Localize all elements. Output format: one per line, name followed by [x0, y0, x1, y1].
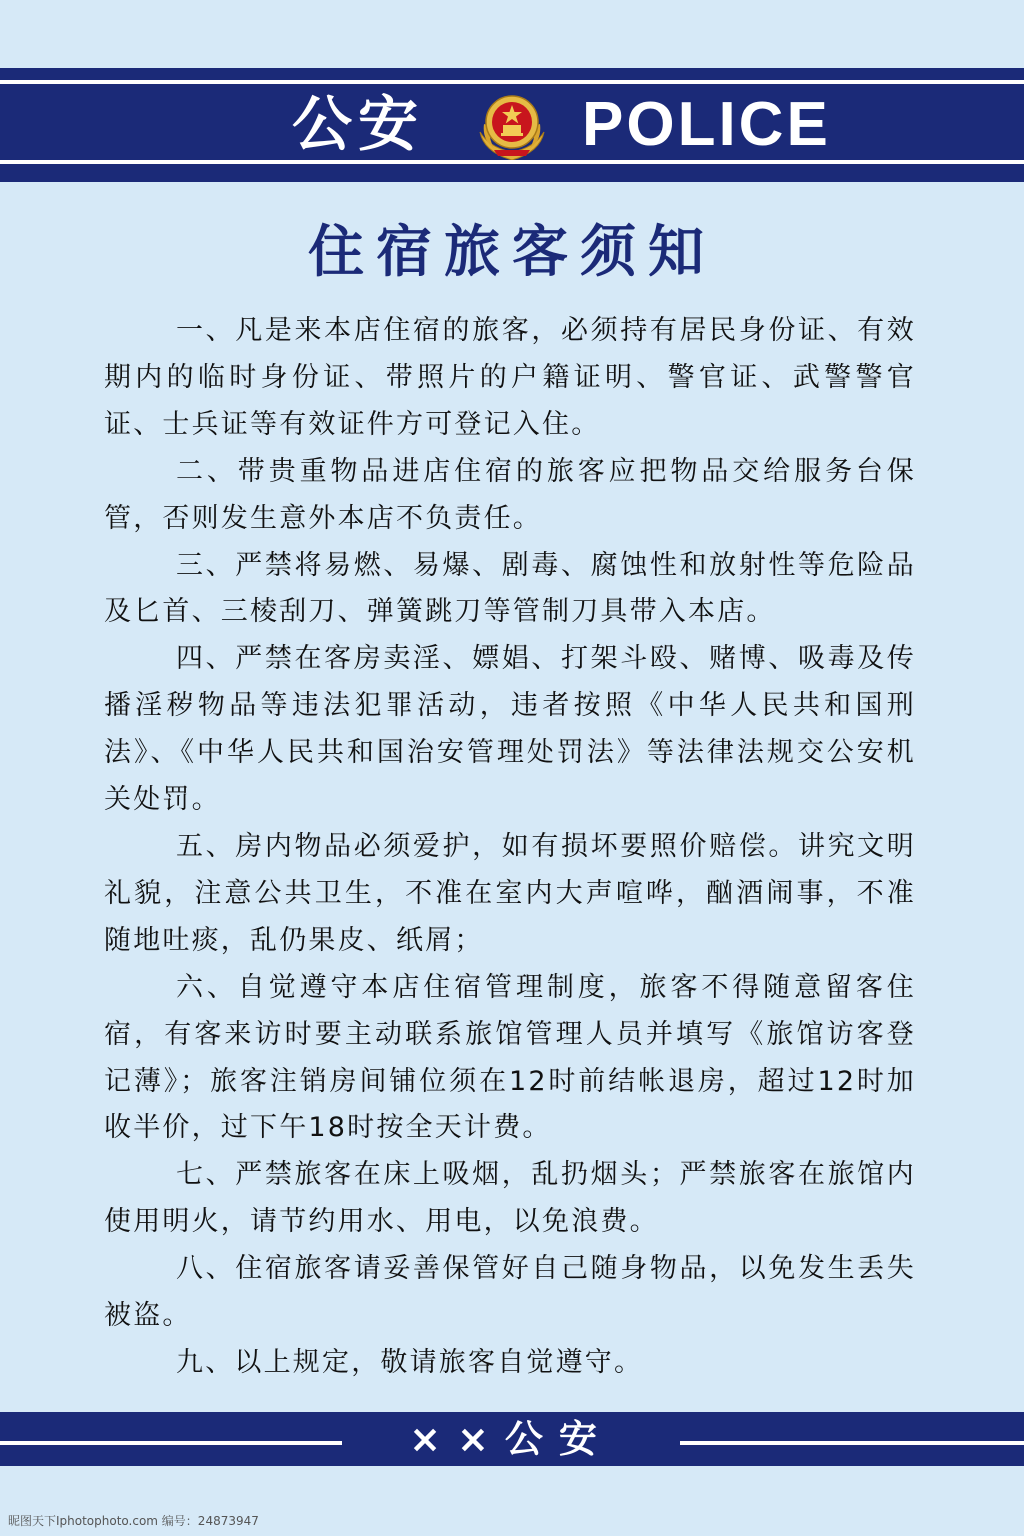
footer-right-stripe [680, 1441, 1024, 1445]
page-title: 住宿旅客须知 [308, 220, 716, 285]
rules-list [104, 308, 916, 1387]
footer-left-stripe [0, 1441, 342, 1445]
rule-item-1: 一、凡是来本店住宿的旅客，必须持有居民身份证、有效期内的临时身份证、带照片的户籍证明、警官证、武警警官证、士兵证等有效证件方可登记入住。 [104, 315, 916, 440]
header-banner [0, 68, 1024, 182]
watermark: 昵图天下Iphotophoto.com 编号：24873947 [8, 1514, 259, 1528]
rule-item-9: 九、以上规定，敬请旅客自觉遵守。 [176, 1346, 644, 1378]
header-title-en: POLICE [582, 90, 831, 159]
rule-item-6: 六、自觉遵守本店住宿管理制度，旅客不得随意留客住宿，有客来访时要主动联系旅馆管理人员并填写《旅馆访客登记薄》；旅客注销房间铺位须在12时前结帐退房，超过12时加收半价，过下午18时按全天计费。 [104, 971, 916, 1144]
rule-item-7: 七、严禁旅客在床上吸烟，乱扔烟头；严禁旅客在旅馆内使用明火，请节约用水、用电，以免浪费。 [104, 1159, 916, 1238]
footer-authority: ××公安 [409, 1417, 613, 1461]
header-bottom-stripe [0, 160, 1024, 164]
rule-item-2: 二、带贵重物品进店住宿的旅客应把物品交给服务台保管，否则发生意外本店不负责任。 [104, 455, 916, 534]
rule-item-3: 三、严禁将易燃、易爆、剧毒、腐蚀性和放射性等危险品及匕首、三棱刮刀、弹簧跳刀等管制刀具带入本店。 [104, 549, 916, 628]
rule-item-8: 八、住宿旅客请妥善保管好自己随身物品，以免发生丢失被盗。 [104, 1253, 916, 1332]
rule-item-4: 四、严禁在客房卖淫、嫖娼、打架斗殴、赌博、吸毒及传播淫秽物品等违法犯罪活动，违者按照《中华人民共和国刑法》、《中华人民共和国治安管理处罚法》等法律法规交公安机关处罚。 [104, 643, 916, 816]
header-top-stripe [0, 80, 1024, 84]
header-title-cn: 公安 [292, 90, 424, 160]
rule-item-5: 五、房内物品必须爱护，如有损坏要照价赔偿。讲究文明礼貌，注意公共卫生，不准在室内大声喧哗，酗酒闹事，不准随地吐痰，乱仍果皮、纸屑； [104, 830, 916, 956]
footer-banner [0, 1412, 1024, 1466]
police-emblem-icon [474, 88, 550, 164]
